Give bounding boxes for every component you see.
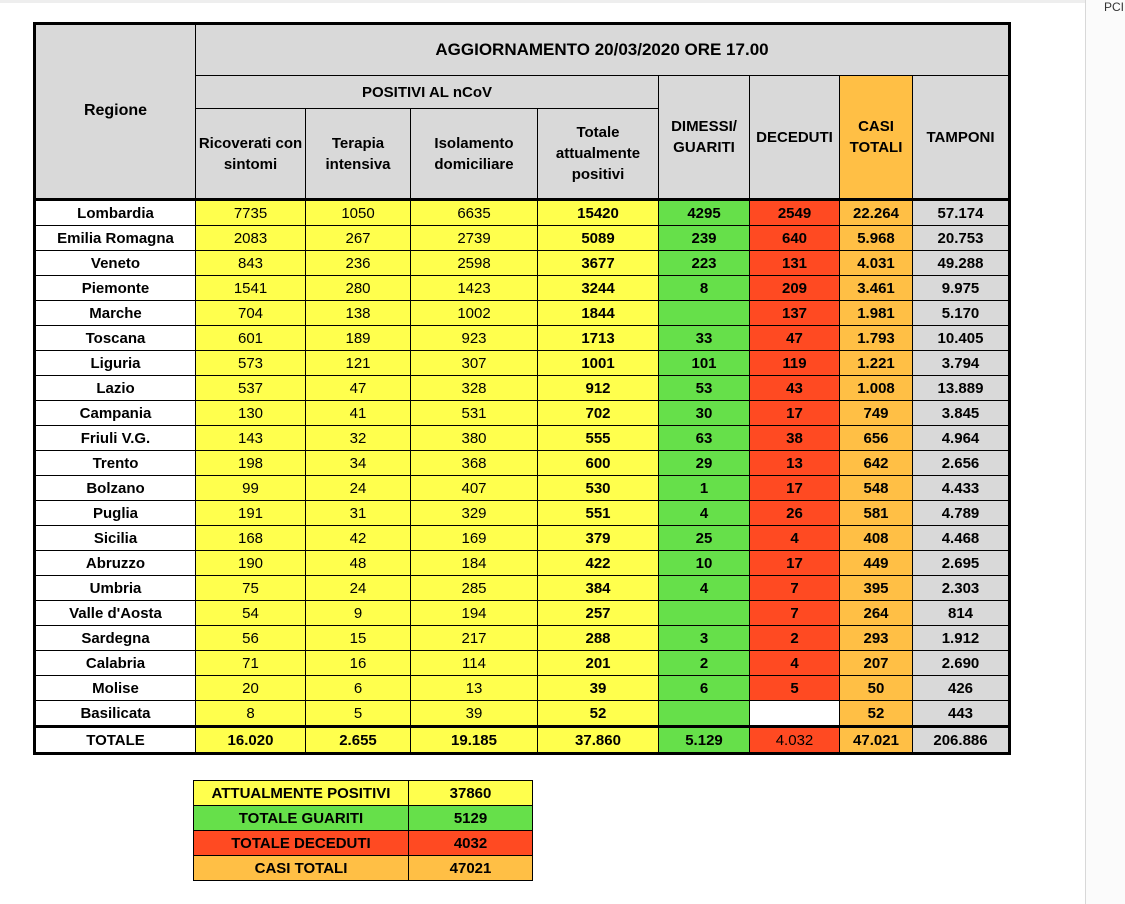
summary-row-positivi — [194, 781, 533, 806]
table-row — [35, 451, 1010, 476]
table-row — [35, 401, 1010, 426]
cell-dimessi: 4 — [659, 501, 750, 526]
cell-deceduti: 38 — [750, 426, 840, 451]
cell-dimessi: 25 — [659, 526, 750, 551]
cell-tamponi: 10.405 — [913, 326, 1010, 351]
cell-totale-positivi: 600 — [538, 451, 659, 476]
cell-casi-totali: 293 — [840, 626, 913, 651]
totale-row — [35, 727, 1010, 754]
cell-isolamento: 13 — [411, 676, 538, 701]
header-update-date: AGGIORNAMENTO 20/03/2020 ORE 17.00 — [196, 24, 1010, 76]
summary-value: 37860 — [409, 781, 533, 806]
table-row — [35, 576, 1010, 601]
cell-isolamento: 184 — [411, 551, 538, 576]
cell-deceduti: 7 — [750, 601, 840, 626]
summary-value: 47021 — [409, 856, 533, 881]
top-divider — [0, 0, 1085, 3]
cell-casi-totali: 749 — [840, 401, 913, 426]
cell-totale-positivi: 555 — [538, 426, 659, 451]
cell-deceduti: 5 — [750, 676, 840, 701]
cell-casi-totali: 3.461 — [840, 276, 913, 301]
cell-casi-totali: 449 — [840, 551, 913, 576]
cell-regione: Calabria — [35, 651, 196, 676]
cell-regione: Liguria — [35, 351, 196, 376]
cell-ricoverati: 704 — [196, 301, 306, 326]
cell-terapia: 24 — [306, 576, 411, 601]
cell-casi-totali: 5.968 — [840, 226, 913, 251]
cell-totale-positivi: 530 — [538, 476, 659, 501]
table-row — [35, 651, 1010, 676]
cell-ricoverati: 168 — [196, 526, 306, 551]
cell-ricoverati: 54 — [196, 601, 306, 626]
cell-regione: Valle d'Aosta — [35, 601, 196, 626]
cell-isolamento: 1423 — [411, 276, 538, 301]
cell-ricoverati: 20 — [196, 676, 306, 701]
cell-isolamento: 1002 — [411, 301, 538, 326]
summary-table — [193, 780, 533, 881]
cell-casi-totali: 395 — [840, 576, 913, 601]
header-totale-positivi: Totale attualmente positivi — [538, 109, 659, 200]
table-row — [35, 301, 1010, 326]
cell-regione: Friuli V.G. — [35, 426, 196, 451]
cell-isolamento: 328 — [411, 376, 538, 401]
cell-terapia: 16 — [306, 651, 411, 676]
cell-casi-totali: 22.264 — [840, 200, 913, 226]
header-terapia: Terapia intensiva — [306, 109, 411, 200]
cell-regione: Abruzzo — [35, 551, 196, 576]
cell-tamponi: 4.789 — [913, 501, 1010, 526]
cell-totale-positivi: 379 — [538, 526, 659, 551]
cell-tamponi: 13.889 — [913, 376, 1010, 401]
cell-deceduti: 209 — [750, 276, 840, 301]
table-row — [35, 276, 1010, 301]
table-row — [35, 526, 1010, 551]
cell-totale-positivi: 3677 — [538, 251, 659, 276]
cell-tamponi: 3.794 — [913, 351, 1010, 376]
header-isolamento: Isolamento domiciliare — [411, 109, 538, 200]
cell-totale-positivi: 422 — [538, 551, 659, 576]
cell-dimessi: 4295 — [659, 200, 750, 226]
summary-value: 4032 — [409, 831, 533, 856]
cell-tamponi: 1.912 — [913, 626, 1010, 651]
cell-dimessi — [659, 701, 750, 727]
table-row — [35, 326, 1010, 351]
cell-deceduti: 119 — [750, 351, 840, 376]
cell-totale-positivi: 1001 — [538, 351, 659, 376]
cell-regione: Piemonte — [35, 276, 196, 301]
totale-tamponi: 206.886 — [913, 727, 1010, 754]
cell-casi-totali: 642 — [840, 451, 913, 476]
header-positivi-group: POSITIVI AL nCoV — [196, 76, 659, 109]
cell-dimessi: 101 — [659, 351, 750, 376]
cell-tamponi: 443 — [913, 701, 1010, 727]
cell-isolamento: 114 — [411, 651, 538, 676]
cell-dimessi: 53 — [659, 376, 750, 401]
header-dimessi: DIMESSI/ GUARITI — [659, 76, 750, 200]
cell-deceduti: 13 — [750, 451, 840, 476]
cell-deceduti: 137 — [750, 301, 840, 326]
cell-isolamento: 380 — [411, 426, 538, 451]
table-row — [35, 676, 1010, 701]
cell-dimessi: 63 — [659, 426, 750, 451]
cell-ricoverati: 75 — [196, 576, 306, 601]
cell-dimessi: 4 — [659, 576, 750, 601]
cell-deceduti: 17 — [750, 401, 840, 426]
cell-ricoverati: 573 — [196, 351, 306, 376]
table-row — [35, 351, 1010, 376]
cell-tamponi: 5.170 — [913, 301, 1010, 326]
cell-terapia: 41 — [306, 401, 411, 426]
cell-isolamento: 531 — [411, 401, 538, 426]
cell-totale-positivi: 1844 — [538, 301, 659, 326]
table-row — [35, 701, 1010, 727]
cell-terapia: 9 — [306, 601, 411, 626]
cell-tamponi: 4.468 — [913, 526, 1010, 551]
cell-dimessi: 239 — [659, 226, 750, 251]
cell-regione: Toscana — [35, 326, 196, 351]
cell-isolamento: 285 — [411, 576, 538, 601]
cell-ricoverati: 130 — [196, 401, 306, 426]
cell-totale-positivi: 1713 — [538, 326, 659, 351]
cell-casi-totali: 1.221 — [840, 351, 913, 376]
cell-isolamento: 169 — [411, 526, 538, 551]
totale-dimessi: 5.129 — [659, 727, 750, 754]
cell-ricoverati: 1541 — [196, 276, 306, 301]
cell-casi-totali: 1.793 — [840, 326, 913, 351]
table-row — [35, 251, 1010, 276]
cell-isolamento: 329 — [411, 501, 538, 526]
cell-totale-positivi: 288 — [538, 626, 659, 651]
cell-terapia: 48 — [306, 551, 411, 576]
header-regione: Regione — [35, 24, 196, 200]
cell-tamponi: 20.753 — [913, 226, 1010, 251]
page-edge — [1085, 0, 1125, 904]
cell-tamponi: 2.695 — [913, 551, 1010, 576]
cell-isolamento: 6635 — [411, 200, 538, 226]
cell-ricoverati: 143 — [196, 426, 306, 451]
cell-ricoverati: 601 — [196, 326, 306, 351]
cell-regione: Lazio — [35, 376, 196, 401]
cell-terapia: 121 — [306, 351, 411, 376]
cell-isolamento: 2598 — [411, 251, 538, 276]
cell-dimessi: 33 — [659, 326, 750, 351]
table-row — [35, 601, 1010, 626]
cell-terapia: 34 — [306, 451, 411, 476]
cell-regione: Puglia — [35, 501, 196, 526]
cell-ricoverati: 8 — [196, 701, 306, 727]
cell-casi-totali: 1.008 — [840, 376, 913, 401]
cell-tamponi: 2.656 — [913, 451, 1010, 476]
header-tamponi: TAMPONI — [913, 76, 1010, 200]
cell-isolamento: 407 — [411, 476, 538, 501]
cell-regione: Sicilia — [35, 526, 196, 551]
cell-dimessi: 1 — [659, 476, 750, 501]
cell-terapia: 47 — [306, 376, 411, 401]
cell-dimessi — [659, 601, 750, 626]
cell-totale-positivi: 52 — [538, 701, 659, 727]
cell-isolamento: 194 — [411, 601, 538, 626]
totale-deceduti: 4.032 — [750, 727, 840, 754]
cell-terapia: 267 — [306, 226, 411, 251]
cell-ricoverati: 198 — [196, 451, 306, 476]
totale-ricoverati: 16.020 — [196, 727, 306, 754]
cell-dimessi: 223 — [659, 251, 750, 276]
table-row — [35, 376, 1010, 401]
cell-totale-positivi: 384 — [538, 576, 659, 601]
cell-tamponi: 4.964 — [913, 426, 1010, 451]
cell-deceduti: 17 — [750, 476, 840, 501]
cell-regione: Basilicata — [35, 701, 196, 727]
cell-tamponi: 9.975 — [913, 276, 1010, 301]
cell-totale-positivi: 551 — [538, 501, 659, 526]
covid-regional-table — [33, 22, 1011, 755]
cell-deceduti: 4 — [750, 526, 840, 551]
cell-dimessi: 30 — [659, 401, 750, 426]
cell-regione: Lombardia — [35, 200, 196, 226]
cell-ricoverati: 537 — [196, 376, 306, 401]
cell-regione: Sardegna — [35, 626, 196, 651]
cell-deceduti: 7 — [750, 576, 840, 601]
table-row — [35, 501, 1010, 526]
cell-isolamento: 39 — [411, 701, 538, 727]
cell-terapia: 15 — [306, 626, 411, 651]
cell-regione: Molise — [35, 676, 196, 701]
cell-tamponi: 814 — [913, 601, 1010, 626]
cell-terapia: 6 — [306, 676, 411, 701]
cell-regione: Trento — [35, 451, 196, 476]
cell-isolamento: 2739 — [411, 226, 538, 251]
header-deceduti: DECEDUTI — [750, 76, 840, 200]
table-row — [35, 426, 1010, 451]
table-row — [35, 551, 1010, 576]
cell-deceduti: 2549 — [750, 200, 840, 226]
cell-regione: Emilia Romagna — [35, 226, 196, 251]
totale-terapia: 2.655 — [306, 727, 411, 754]
cell-ricoverati: 99 — [196, 476, 306, 501]
cell-terapia: 31 — [306, 501, 411, 526]
cell-terapia: 189 — [306, 326, 411, 351]
cell-terapia: 236 — [306, 251, 411, 276]
cell-isolamento: 368 — [411, 451, 538, 476]
cell-ricoverati: 2083 — [196, 226, 306, 251]
cell-dimessi: 8 — [659, 276, 750, 301]
cell-deceduti — [750, 701, 840, 727]
cell-terapia: 1050 — [306, 200, 411, 226]
cell-regione: Marche — [35, 301, 196, 326]
cell-totale-positivi: 39 — [538, 676, 659, 701]
totale-label: TOTALE — [35, 727, 196, 754]
cell-casi-totali: 1.981 — [840, 301, 913, 326]
cell-regione: Bolzano — [35, 476, 196, 501]
corner-text: PCI — [1103, 0, 1124, 14]
cell-casi-totali: 656 — [840, 426, 913, 451]
table-row — [35, 626, 1010, 651]
cell-dimessi: 29 — [659, 451, 750, 476]
cell-tamponi: 426 — [913, 676, 1010, 701]
summary-label: TOTALE DECEDUTI — [194, 831, 409, 856]
cell-dimessi — [659, 301, 750, 326]
cell-ricoverati: 56 — [196, 626, 306, 651]
cell-regione: Umbria — [35, 576, 196, 601]
cell-totale-positivi: 912 — [538, 376, 659, 401]
cell-deceduti: 47 — [750, 326, 840, 351]
cell-tamponi: 2.303 — [913, 576, 1010, 601]
cell-casi-totali: 264 — [840, 601, 913, 626]
summary-label: ATTUALMENTE POSITIVI — [194, 781, 409, 806]
cell-isolamento: 307 — [411, 351, 538, 376]
cell-ricoverati: 71 — [196, 651, 306, 676]
totale-positivi: 37.860 — [538, 727, 659, 754]
totale-casi: 47.021 — [840, 727, 913, 754]
cell-tamponi: 49.288 — [913, 251, 1010, 276]
cell-deceduti: 17 — [750, 551, 840, 576]
cell-tamponi: 2.690 — [913, 651, 1010, 676]
table-row — [35, 226, 1010, 251]
cell-totale-positivi: 3244 — [538, 276, 659, 301]
cell-regione: Campania — [35, 401, 196, 426]
summary-row-deceduti — [194, 831, 533, 856]
header-casi-totali: CASI TOTALI — [840, 76, 913, 200]
cell-isolamento: 923 — [411, 326, 538, 351]
cell-totale-positivi: 702 — [538, 401, 659, 426]
cell-casi-totali: 4.031 — [840, 251, 913, 276]
cell-casi-totali: 581 — [840, 501, 913, 526]
cell-deceduti: 640 — [750, 226, 840, 251]
cell-isolamento: 217 — [411, 626, 538, 651]
cell-deceduti: 4 — [750, 651, 840, 676]
cell-deceduti: 2 — [750, 626, 840, 651]
cell-casi-totali: 207 — [840, 651, 913, 676]
totale-isolamento: 19.185 — [411, 727, 538, 754]
cell-ricoverati: 190 — [196, 551, 306, 576]
summary-label: TOTALE GUARITI — [194, 806, 409, 831]
cell-terapia: 5 — [306, 701, 411, 727]
cell-casi-totali: 50 — [840, 676, 913, 701]
cell-totale-positivi: 257 — [538, 601, 659, 626]
cell-terapia: 138 — [306, 301, 411, 326]
cell-tamponi: 57.174 — [913, 200, 1010, 226]
cell-totale-positivi: 5089 — [538, 226, 659, 251]
header-ricoverati: Ricoverati con sintomi — [196, 109, 306, 200]
cell-tamponi: 4.433 — [913, 476, 1010, 501]
cell-totale-positivi: 201 — [538, 651, 659, 676]
summary-row-guariti — [194, 806, 533, 831]
table-body — [35, 200, 1010, 727]
cell-totale-positivi: 15420 — [538, 200, 659, 226]
cell-dimessi: 3 — [659, 626, 750, 651]
cell-regione: Veneto — [35, 251, 196, 276]
summary-row-casi — [194, 856, 533, 881]
table-row — [35, 200, 1010, 226]
cell-dimessi: 10 — [659, 551, 750, 576]
cell-tamponi: 3.845 — [913, 401, 1010, 426]
cell-ricoverati: 7735 — [196, 200, 306, 226]
cell-casi-totali: 52 — [840, 701, 913, 727]
cell-deceduti: 43 — [750, 376, 840, 401]
cell-casi-totali: 408 — [840, 526, 913, 551]
cell-terapia: 24 — [306, 476, 411, 501]
summary-value: 5129 — [409, 806, 533, 831]
summary-label: CASI TOTALI — [194, 856, 409, 881]
cell-ricoverati: 191 — [196, 501, 306, 526]
cell-casi-totali: 548 — [840, 476, 913, 501]
cell-terapia: 280 — [306, 276, 411, 301]
cell-deceduti: 131 — [750, 251, 840, 276]
cell-terapia: 32 — [306, 426, 411, 451]
cell-ricoverati: 843 — [196, 251, 306, 276]
cell-dimessi: 2 — [659, 651, 750, 676]
cell-dimessi: 6 — [659, 676, 750, 701]
table-row — [35, 476, 1010, 501]
cell-terapia: 42 — [306, 526, 411, 551]
cell-deceduti: 26 — [750, 501, 840, 526]
